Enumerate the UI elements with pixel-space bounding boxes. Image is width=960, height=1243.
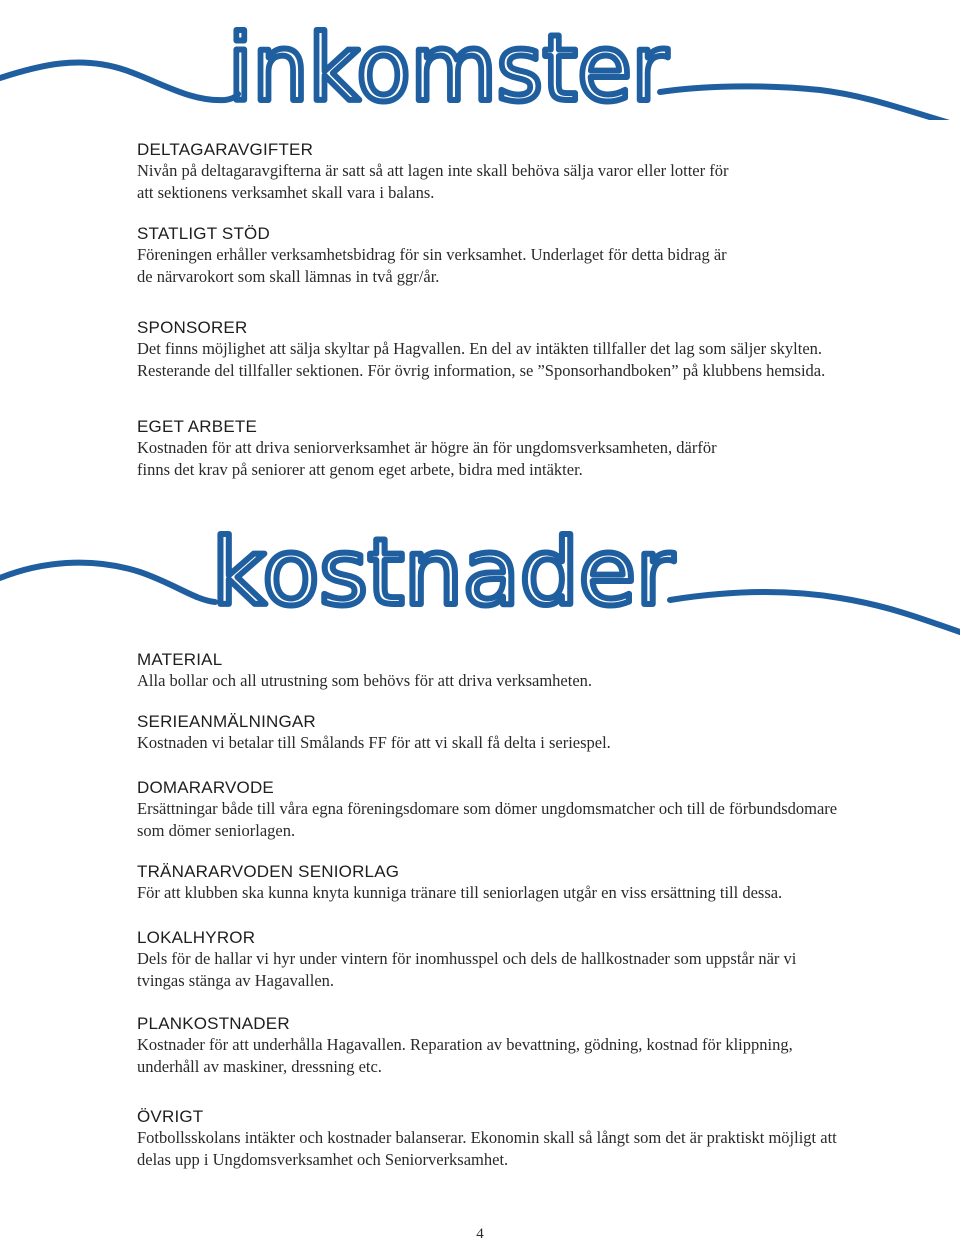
section-body-line: finns det krav på seniorer att genom eget arbete, bidra med intäkter. [137, 460, 583, 479]
section-body-line: Ersättningar både till våra egna föreningsdomare som dömer ungdomsmatcher och till de förbundsdomare [137, 799, 838, 818]
section-heading: MATERIAL [137, 650, 223, 669]
section-body-line: Kostnaden vi betalar till Smålands FF för att vi skall få delta i seriespel. [137, 733, 611, 752]
section-body-line: de närvarokort som skall lämnas in två ggr/år. [137, 267, 440, 286]
section-body-line: Det finns möjlighet att sälja skyltar på Hagvallen. En del av intäkten tillfaller det lag som säljer skylten. [137, 339, 823, 358]
income-banner-title: inkomster [228, 15, 669, 120]
section-body-line: underhåll av maskiner, dressning etc. [137, 1057, 382, 1076]
income-banner [0, 0, 960, 120]
income-banner-graphic [0, 0, 960, 120]
section-body-line: delas upp i Ungdomsverksamhet och Seniorverksamhet. [137, 1150, 509, 1169]
section-body-line: som dömer seniorlagen. [137, 821, 296, 840]
section-body-line: Kostnader för att underhålla Hagavallen. Reparation av bevattning, gödning, kostnad för klippning, [137, 1035, 793, 1054]
costs-banner-graphic [0, 500, 960, 640]
section-body-line: För att klubben ska kunna knyta kunniga tränare till seniorlagen utgår en viss ersättning till dessa. [137, 883, 783, 902]
section-plankostnader [137, 1014, 897, 1078]
section-heading: SPONSORER [137, 318, 248, 337]
section-heading: TRÄNARARVODEN SENIORLAG [137, 862, 400, 881]
section-ovrigt [137, 1107, 897, 1171]
section-heading: ÖVRIGT [137, 1107, 204, 1126]
section-body-line: Dels för de hallar vi hyr under vintern för inomhusspel och dels de hallkostnader som uppstår när vi [137, 949, 797, 968]
section-body-line: Föreningen erhåller verksamhetsbidrag för sin verksamhet. Underlaget för detta bidrag är [137, 245, 727, 264]
section-tranararvoden [137, 862, 897, 904]
costs-banner [0, 500, 960, 640]
section-heading: STATLIGT STÖD [137, 224, 270, 243]
section-deltagaravgifter [137, 140, 897, 204]
section-heading: LOKALHYROR [137, 928, 256, 947]
section-heading: SERIEANMÄLNINGAR [137, 712, 316, 731]
section-lokalhyror [137, 928, 897, 992]
section-body-line: Nivån på deltagaravgifterna är satt så att lagen inte skall behöva sälja varor eller lotter för [137, 161, 729, 180]
section-body-line: Kostnaden för att driva seniorverksamhet är högre än för ungdomsverksamheten, därför [137, 438, 717, 457]
section-body-line: Alla bollar och all utrustning som behövs för att driva verksamheten. [137, 671, 593, 690]
section-body-line: att sektionens verksamhet skall vara i balans. [137, 183, 435, 202]
section-heading: PLANKOSTNADER [137, 1014, 290, 1033]
section-sponsorer [137, 318, 897, 382]
section-heading: DOMARARVODE [137, 778, 274, 797]
section-domararvode [137, 778, 897, 842]
page-number: 4 [476, 1226, 484, 1242]
section-eget-arbete [137, 417, 897, 481]
costs-banner-title: kostnader [212, 519, 675, 626]
section-body-line: Fotbollsskolans intäkter och kostnader balanserar. Ekonomin skall så långt som det är praktiskt möjligt att [137, 1128, 837, 1147]
section-serieanmalningar [137, 712, 897, 754]
section-body-line: tvingas stänga av Hagavallen. [137, 971, 335, 990]
section-heading: DELTAGARAVGIFTER [137, 140, 314, 159]
section-heading: EGET ARBETE [137, 417, 257, 436]
section-body-line: Resterande del tillfaller sektionen. För övrig information, se ”Sponsorhandboken” på klubbens hemsida. [137, 361, 826, 380]
section-material [137, 650, 897, 692]
section-statligt-stod [137, 224, 897, 288]
